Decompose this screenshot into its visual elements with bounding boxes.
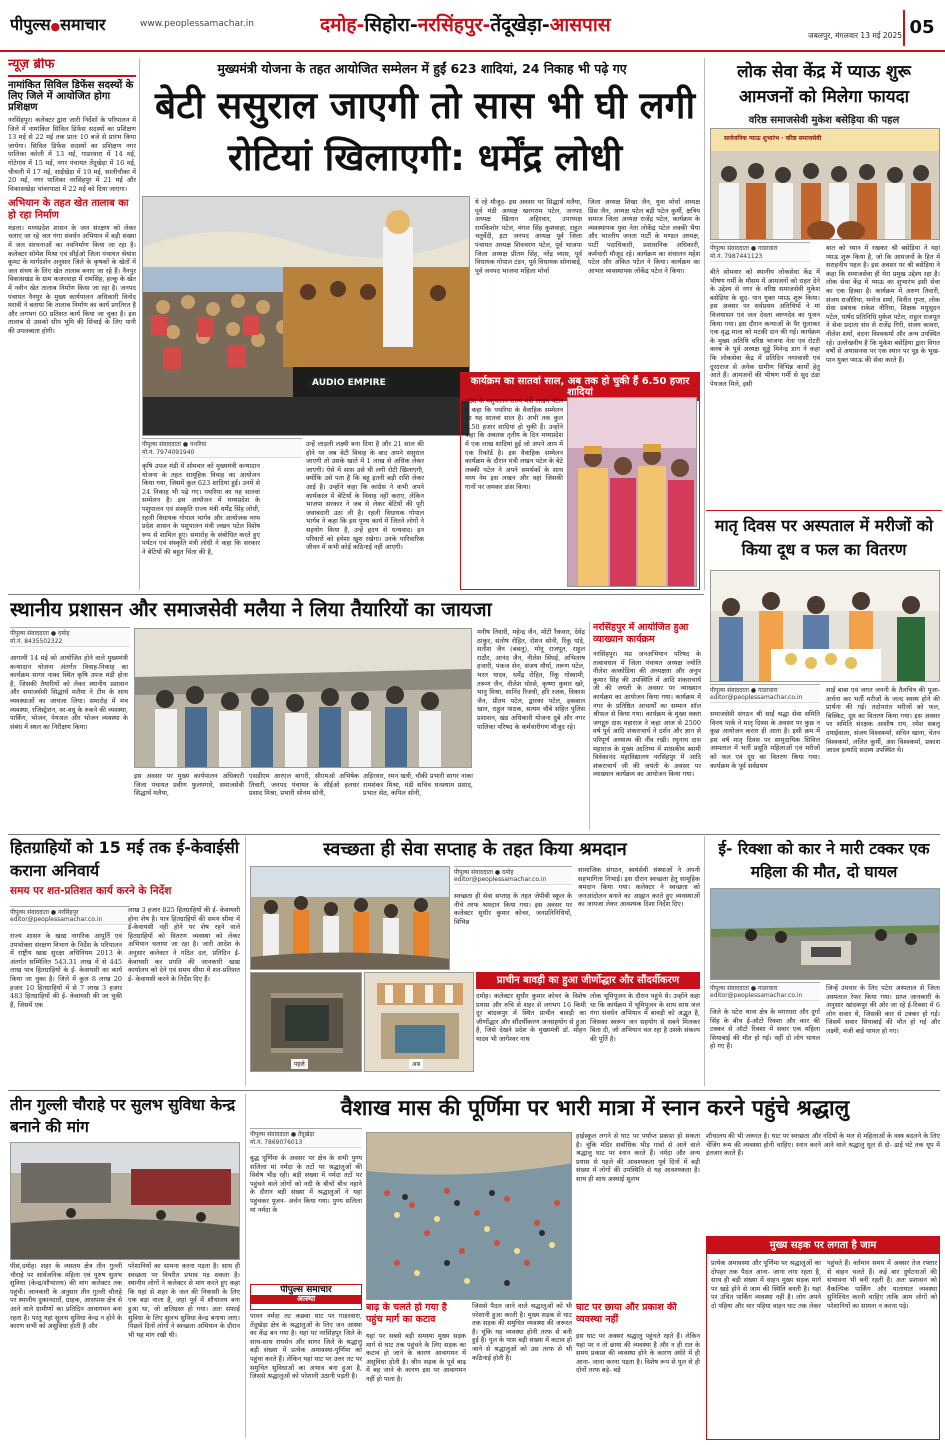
gita-headline: नरसिंहपुर में आयोजित हुआ व्याख्यान कार्यक्रम [593,622,689,645]
bawdi-label-after: अब [409,1059,423,1069]
road-jam-title: मुख्य सड़क पर लगता है जाम [707,1237,939,1254]
pyau-byline-name: पीपुल्स संवाददाता ● गाडरवारा [710,245,778,252]
brief-headline-2: अभियान के तहत खेत तालाब का हो रहा निर्माण [8,198,129,221]
edition-part-5: आसपास [549,14,611,36]
matru-byline-name: पीपुल्स संवाददाता ● गाडरवारा [710,687,778,694]
vaishakh-col4: शौचालय की भी जरूरत है। घाट पर स्वच्छता और नदियों के मल से महिलाओं के वस्त्र बदलने के लिए चेंजिंग रूम की व्यवस्था होनी चाहिए। स्नान करने आने वाले श्रद्धालु धूल से दो- ढाई घंटे तक धूप में इंतजार करते हैं। [706,1132,940,1158]
vaishakh-sec3: इस घाट पर अक्सर श्रद्धालु पहुंचते रहते हैं। लेकिन यहां पर न तो छाया की व्यवस्था है और न ही रात के समय प्रकाश की व्यवस्था होने के कारण अंधेरे में ही आना- जाना करना पड़ता है। विशेष रूप से पुल से ही दोनों तरफ बड़े- बड़े [576,1332,700,1375]
vaishakh-col1: बुद्ध पूर्णिमा के अवसर पर क्षेत्र के सभी पुण्य सलिला मां नर्मदा के तटों पर श्रद्धालुओं की विशेष भीड़ रही। बड़ी संख्या में नर्मदा तटों पर पहुंचने वाले लोगों को नदी के बीचों बीच नहाने के दौरान बड़ी संख्या में श्रद्धालुओं ने यहां पहुंचकर पूजन- अर्चन किया गया। पुण्य सलिला मां नर्मदा के [250,1154,362,1214]
matru-col1: समाजसेवी संगठन श्री साईं श्रद्धा सेवा समिति विनय पार्क ने मातृ दिवस के अवसर पर कुछ न कुछ आयोजन करता ही आता है। इसी क्रम में इस वर्ष मातृ दिवस पर सामुदायिक सिविल अस्पताल में भर्ती प्रसूति महिलाओं एवं मरीजों को फल एवं दूध का वितरण किया गया। कार्यक्रम के पूर्व सर्वप्रथम [710,710,820,770]
accident-col1: जिले के पटेरा थाना क्षेत्र के मगरधरा और दुर्गा सिंह के बीच ई-ऑटो रिक्शा और कार की टक्कर से ऑटो रिक्शा में सवार एक महिला सियाबाई की मौत हो गई। वहीं दो लोग घायल हो गए हैं। [710,1008,820,1051]
accident-email: editor@peoplessamachar.co.in [710,992,803,999]
lead-col3: ये रहे मौजूद- इस अवसर पर सिद्धार्थ मलैया, पूर्व मंडी अध्यक्ष खरगराम पटेल, जनपद अध्यक्ष खिलान अहिरवार, उपाध्यक्ष रामकिशोर पटेल, मंगल सिंह कुशवाहा, राहुल चतुर्वेदी, इटा जनपद अध्यक्ष पूर्व जिला पंचायत अध्यक्ष शिवचरण पटेल, पूर्व भाजपा जिला अध्यक्ष प्रीतम सिंह, नरेंद्र व्यास, पूर्व विधायक गोपाल टंडन, पूर्व विधायक सोनाबाई, पूर्व जनपद भाजपा महिला मोर्चा [475,198,582,275]
bawdi-text-1: दमोह। कलेक्टर सुधीर कुमार कोचर के विशेष प्रयास और रुचि से शहर से लगभग 16 किमी दूर बांदकपुर में स्थित प्राचीन बावड़ी का जीर्णोद्धार और सौंदर्यीकरण जनसहयोग से हुआ है, जिसे देखने प्रदेश के मुख्यमंत्री डॉ. मोहन यादव भी जागेश्वर नाथ [476,992,586,1043]
vaishakh-mobile: मो.नं. 7869076013 [250,1139,303,1146]
hitgrahi-byline-name: पीपुल्स संवाददाता ● नरसिंहपुर [10,909,79,916]
edition-title [320,8,730,42]
road-jam-text-2: पहुंचते हैं। वर्तमान समय में अक्सर तेज रफ्तार से वाहन चलते हैं। कई बार दुर्घटनाओं की संभावना भी बनी रहती है। अतः प्रशासन को वैकल्पिक पार्किंग और यातायात व्यवस्था सुनिश्चित करनी चाहिए ताकि आम लोगों को परेशानियों का सामना न करना पड़े। [827,1259,937,1310]
brief-headline-1: नामांकित सिविल डिफेंस सदस्यों के लिए जिले में आयोजित होगा प्रशिक्षण [8,79,134,113]
bawdi-photo-before [250,972,362,1072]
news-brief [8,58,136,590]
swachh-col2: सामाजिक संगठन, स्वयंसेवी संस्थाओं ने अपनी सहभागिता निभाई। इस दौरान स्वच्छता हेतु सामूहिक श्रमदान किया गया। कलेक्टर ने स्वच्छता को जनआंदोलन बनाने का आह्वान करते हुए व्यवस्थाओं का जायजा लेकर आवश्यक दिशा निर्देश दिए। [578,866,700,909]
swachh-email: editor@peoplessamachar.co.in [454,876,547,883]
local-col3: एसडीएम आरएल बागरी, सीएमओ अभिषेक तिवारी, जनपद पंचायत के सीईओ हलधर प्रसाद मिश्रा, प्रभारी सोनम सोनी, [249,772,359,798]
brand-right: समाचार [60,15,106,34]
lead-col1: कृषि उपज मंडी में सोमवार को मुख्यमंत्री कन्यादान योजना के तहत सामूहिक विवाह का आयोजन किया गया, जिसमें कुल 623 शादियां हुईं। उनमें से 24 निकाह भी पढ़े गए। पथरिया का यह सातवां सम्मेलन है। इस आयोजन में मध्यप्रदेश के पशुपालन एवं संस्कृति राज्य मंत्री धर्मेंद्र सिंह लोधी, रहली विधायक गोपाल भार्गव और आयोजक मध्य प्रदेश शासन के पशुपालन मंत्री लखन पटेल विशेष रूप से शामिल हुए। समारोह के संबोधित करते हुए पर्यटन एवं संस्कृति मंत्री लोधी ने कहा कि सरकार ने बेटियों की बहुत चिंता की है, [142,462,260,556]
masthead [0,0,945,52]
swachh-byline [454,866,572,885]
accident-photo [710,888,940,980]
local-mobile: मो.नं. 8435502322 [10,638,63,645]
page-number: 05 [903,10,939,46]
swachh-col1: स्वच्छता ही सेवा सप्ताह के तहत जेपीबी स्कूल के नीचे तरफ श्रमदान किया गया। इस अवसर पर कलेक्टर सुधीर कुमार कोचर, जनप्रतिनिधियों, विभिन्न [454,892,572,926]
hitgrahi-byline [10,906,130,925]
matru-byline [710,684,820,703]
swachh-byline-name: पीपुल्स संवाददाता ● दमोह [454,869,514,876]
vaishakh-sec1: यहां पर सबसे बड़ी समस्या मुख्य सड़क मार्ग से घाट तक पहुंचने के लिए सड़क का कटाव हो जाने के कारण आवागमन में असुविधा होती है। श्रीप सड़क के पूर्व बाढ़ में बह जाने के कारण इस पर आवागमन नहीं हो पाता है। [366,1332,466,1383]
matru-email: editor@peoplessamachar.co.in [710,694,803,701]
local-byline [10,627,130,647]
matru-photo [710,570,940,682]
swachh-photo [250,866,450,970]
hitgrahi-col1: राज्य शासन के खाद्य नागरिक आपूर्ति एवं उपभोक्ता संरक्षण विभाग के निर्देश के परिपालन में राष्ट्रीय खाद्य सुरक्षा अधिनियम 2013 के अंतर्गत सम्मिलित 543.31 लाख में से 445 लाख पात्र हितग्राहियों के ई- केवायसी का कार्य किया जा चुका है। जिले में कुल 8 लाख 20 हजार 10 हितग्राहियों में से 7 लाख 3 हजार 483 हितग्राहियों की ई- केवायसी की जा चुकी है, जिसमें एक [10,932,122,1009]
pyau-photo [710,128,940,240]
accident-byline-name: पीपुल्स संवाददाता ● गाडरवारा [710,985,778,992]
brief-label: न्यूज़ ब्रीफ [8,58,136,77]
hitgrahi-subhead: समय पर शत-प्रतिशत कार्य करने के निर्देश [10,885,172,897]
edition-part-1: दमोह- [320,14,365,36]
vaishakh-col3: हाईस्कूल लगने से घाट पर पर्याप्त प्रकाश हो सकता है। चूंकि मंदिर सर्वाधिक भीड़ गांवों से आने वाले श्रद्धालु घाट पर स्नान करते हैं। नर्मदा और अन्य प्रयास से पहले की आवश्यकता पूर्व दिनों में बड़ी संख्या में लोगों की उपस्थिति से यह आवश्यकता है। साथ ही साथ अस्थाई सुलभ [576,1132,700,1183]
lead-byline-name: पीपुल्स संवाददाता ● पथरिया [142,441,207,448]
matru-col2: साईं बाबा एवं जगत जननी के तैलचित्र की पूजा-अर्चना कर भर्ती मरीजों के जल्द स्वस्थ होने की प्रार्थना की गई। तदोपरांत मरीजों को फल, बिस्किट, दूध का वितरण किया गया। इस अवसर पर समिति संरक्षक आशीष राय, रमेश सबलू दयाईवाला, संजय विश्वकर्मा, सचिन खाना, चेतन विश्वकर्मा, ललित कुर्मी, अंश विश्वकर्मा, प्रकाश जादव इत्यादि सदस्य उपस्थित थे। [826,686,940,755]
matru-headline: मातृ दिवस पर अस्पताल में मरीजों को किया दूध व फल का वितरण [714,516,934,559]
pyau-mobile: मो.नं. 7987441123 [710,253,763,260]
vaishakh-col2: पावन नर्मदा तट कछवा घाट पर गाडरवारा, तेंदूखेड़ा क्षेत्र के श्रद्धालुओं के लिए जन आस्था का केंद्र बन गया है। यहां पर नरसिंहपुर जिले के साथ-साथ रायसेन और सागर जिले के श्रद्धालु बड़ी संख्या में प्रत्येक अमावस्या-पूर्णिमा को पहुंचा करते हैं। लेकिन यहां घाट पर उत्तर तट पर समुचित सुविधाओं का अभाव बना हुआ है, जिससे श्रद्धालुओं को परेशानी उठानी पड़ती है। [250,1312,362,1381]
pyau-col2: बात को ध्यान में रखकर श्री बसेड़िया ने यहां प्याऊ शुरू किया है, जो कि आमजनों के हित में सराहनीय पहल है। इस अवसर पर श्री बसेड़िया ने कहा कि समाजसेवा ही मेरा प्रमुख उद्देश्य रहा है। लोक सेवा केंद्र में प्याऊ का शुभारंभ इसी सेवा का एक हिस्सा है। कार्यक्रम में अरुण तिवारी, संजय राजौरिया, मनोज शर्मा, विनीत गुप्ता, लोक सेवा प्रबंधक राकेश नौरिया, शिक्षक मधुसूदन पटेल, पार्षद प्रतिनिधि मुकेश पटेल, राहुल राजपूत ने सेवा प्रदाता संघ से राजेंद्र गिरी, संजय कावरा, नीलेश शर्मा, वंदना विश्वकर्मा और अन्य उपस्थित रहे। उल्लेखनीय है कि मुकेश बसेड़िया द्वारा विगत वर्षों से अयासनवा पर एक स्थान पर पूड़ के भूख- पान युक्त प्याऊ की सेवा करते हैं। [826,244,940,364]
edition-part-3: नरसिंहपुर- [417,14,491,36]
lead-sidebox [460,372,700,590]
lead-mobile: मो.नं. 7974091940 [142,449,195,456]
photo-banner-audio: AUDIO EMPIRE [309,377,389,389]
pyau-banner: सार्वजनिक प्याऊ शुभारंभ · वरिष्ठ समाजसेवी [721,133,824,143]
brief-text-2: मंडला। मध्यप्रदेश शासन के जल संरक्षण को लेकर चलाए जा रहे जल गंगा संवर्धन अभियान में बड़ी संख्या में जल संरचनाओं का नवनिर्माण किया जा रहा है। कलेक्टर सोमेश मिश्रा एवं सीईओ जिला पंचायत श्रेयांश कूमट के मार्गदर्शन अनुसार जिले के कृषकों के खेतों में जल संचय के लिए खेत तालाब बनाए जा रहे हैं। नैनपुर विकासखंड के ग्राम कजरवाड़ा में रामसिंह, हल्कू के खेत में नवीन खेत तालाब निर्माण किया जा रहा है। जनपद पंचायत नैनपुर के मुख्य कार्यपालन अधिकारी विनोद मरावी ने बताया कि तालाब निर्माण का कार्य प्रगतिरत है और लगभग 60 प्रतिशत कार्य किया जा चुका है। इस तालाब से उसको सीप भूमि की सिंचाई के लिए पानी की उपलब्धता होगी। [8,223,136,335]
sulabh-photo [10,1142,240,1260]
accident-col2: जिन्हें उपचार के लिए पटेरा अस्पताल से जिला अस्पताल रेफर किया गया। प्राप्त जानकारी के अनुसार खांदकपुर की ओर जा रहे ई-रिक्शा में 6 लोग सवार थे, जिसकी कार से टक्कर हो गई। जिसमें सवार सियाबाई की मौत हो गई और लक्ष्मी, मंजी बाई घायल हो गए। [826,984,940,1035]
sulabh-col1: पीसं,दमोह। शहर के व्यस्तम क्षेत्र तीन गुल्ली चौराहे पर सार्वजनिक महिला एवं पुरुष सुलभ सुविधा (केन्द्र/शौचालय) की मांग कलेक्टर तक पहुंची। जानकारी के अनुसार तीन गुल्ली चौराहे पर स्थानीय दुकानदारों, ग्राहक, आसपास क्षेत्र से आने वाले ग्रामीणों का प्रतिदिन आवागमन बना रहता है। परंतु यहां सुलभ सुविधा केन्द्र न होने के कारण सभी को असुविधा होती है और [10,1262,122,1331]
edition-part-2: सिहोरा- [364,14,418,36]
sulabh-headline: तीन गुल्ली चौराहे पर सुलभ सुविधा केन्द्र बनाने की मांग [10,1096,236,1136]
vaishakh-byline-name: पीपुल्स संवाददाता ● तेंदूखेड़ा [250,1131,315,1138]
edition-part-4: तेंदूखेड़ा- [490,14,550,36]
pyau-subhead: वरिष्ठ समाजसेवी मुकेश बसेड़िया की पहल [748,115,900,126]
gita-text: नरसिंहपुर। मप्र जनअभियान परिषद के तत्वावधान में जिला पंचायत अध्यक्ष ज्योति नीलेश काकोडिया की अध्यक्षता और अनूप कुमार सिंह की उपस्थिति में आदि शंकराचार्य जी की जयंती के अवसर पर व्याख्यान कार्यक्रम का आयोजन किया गया। कार्यक्रम में नगर के प्रतिष्ठित आचार्यों का सम्मान शॉल श्रीफल से किया गया। कार्यक्रम के मुख्य वक्ता जगद्गुरु दास महाराज ने कहा आज से 2500 वर्ष पूर्व आदि शंकराचार्य ने दर्शन और ज्ञान से परिपूर्ण अध्यात्म की नींव रखी। रघुनाथ दास महाराज के मुख्य आतिथ्य में शासकीय स्वामी विवेकानंद महाविद्यालय नरसिंहपुर में आदि शंकराचार्य जी की जयंती के अवसर पर व्याख्यान कार्यक्रम का आयोजन किया गया। [593,650,701,779]
local-col2: इस अवसर पर मुख्य कार्यपालन अधिकारी जिला पंचायत प्रवीण फुलपगारे, समाजसेवी सिद्धार्थ मलैया, [134,772,244,798]
bawdi-photo-after [364,972,474,1072]
lead-col2: उन्हें लाड़ली लक्ष्मी बना दिया है और 21 साल की होने पर जब बेटी विवाह के बाद अपने ससुराल जाएगी तो उसके खाते में 1 लाख से अधिक लेकर जाएगी। ऐसे में सास उसे घी लगी रोटी खिलाएगी, क्योंकि उसे पता है कि बहू इतनी बड़ी राशि लेकर आई है। उन्होंने कहा कि कांग्रेस ने कभी अपने कार्यकाल में बेटियों के विवाह नहीं कराए, लेकिन भाजपा सरकार ने जब से लेकर बेटियों की पूरी जवाबदारी उठा ली है। रहली विधायक गोपाल भार्गव ने कहा कि इस पुण्य कार्य में जितने लोगों ने सहयोग किया है, उन्हें हृदय से धन्यवाद। इन परिवारों को हमेशा खुश रखेगा। उनके पारिवारिक जीवन में कभी कोई कठिनाई नहीं आएगी। [306,440,424,552]
accident-byline [710,982,820,1001]
inset-label: आस्था [251,1295,361,1304]
pyau-col1: बीते सोमवार को स्थानीय लोकसेवा केंद्र में भीषण गर्मी के मौसम में आमजनों को राहत देने के उद्देश्य से नगर के वरिष्ठ समाजसेवी मुकेश बसेड़िया के सुद- पान युक्त प्याऊ शुरू किया। इस अवसर पर सर्वप्रथम अतिथियों ने मां विजयासन एवं जल देवता वरुणदेव का पूजन किया गया। इस दौरान कन्याओं के पैर धुलाकर एक वृद्ध माता को मटकी दान की गई। कार्यक्रम के मुख्य अतिथि वरिष्ठ भाजपा नेता एवं रोटरी क्लब के पूर्व अध्यक्ष सुड्डे मिनेन्द्र डाग ने कहा कि लोकसेवा केंद्र में प्रतिदिन नगरवासी एवं दूरदराज से अनेक ग्रामीण विभिन्न कार्यों हेतु आते हैं। आमजनों की भीषण गर्मी से सुद ठंडा पेयजल मिले, इसी [710,268,820,388]
dateline: जबलपुर, मंगलवार 13 मई 2025 [808,31,902,40]
pyau-byline [710,242,810,262]
lead-col4: जिला अध्यक्ष शिखा जैन, युवा मोर्चा अध्यक्ष प्रिंस जैन, अध्यक्ष पटेल बद्री पटेल कुर्मी, क्षत्रिय समाज जिला अध्यक्ष राजेंद्र पटेल, कार्यक्रम के व्यवस्थापक युवा नेता लोकेंद्र पटेल लक्की भैया और भारतीय जनता पार्टी के मण्डल अध्यक्ष, पार्टी पदाधिकारी, प्रशासनिक अधिकारी, कर्मचारी मौजूद रहे। कार्यक्रम का संचालन महेश पटेल और अंकित पटेल ने किया। कार्यक्रम का आभार व्यवस्थापक लोकेंद्र पटेल ने किया। [588,198,700,275]
sulabh-col2: परेशानियों का सामना करना पड़ता है। साथ ही स्वच्छता पर विपरीत प्रभाव पड़ सकता है। स्थानीय लोगों ने कलेक्टर से मांग करते हुए कहा कि यहां से शहर के जल की निकासी के लिए एक बड़ा नाला है, जहां पूर्व में शौचालय बना हुआ था, जो क्षतिग्रस्त हो गया। अतः सफाई सुविधा के लिए सुलभ सुविधा केन्द्र बनाया जाए। पिछले दिनों लोगों ने स्वच्छता अभियान के दौरान भी यह मांग रखी थी। [128,1262,240,1339]
brand-dot-icon: ● [50,20,61,33]
hitgrahi-email: editor@peoplessamachar.co.in [10,916,103,923]
inset-brand: पीपुल्स समाचार [251,1285,361,1295]
bawdi-text-2: लोक भूमिपूजन के दौरान पहुंचे थे। उन्होंने कहा था कि कार्यक्रम में भूमिपूजन के साथ साथ जल गंगा संवर्धन अभियान में बावड़ी को अद्भुत है, जिसका स्वरूप जन सहयोग से सबने मिलकर बिता दी, जो अभियान चल रहा है उसके संकल्प की पूर्ति है। [590,992,700,1043]
local-photo [134,628,472,768]
pull-quote-2: घाट पर छाया और प्रकाश की व्यवस्था नहीं [576,1302,677,1325]
hitgrahi-headline: हितग्राहियों को 15 मई तक ई-केवाईसी कराना अनिवार्य [10,838,240,880]
vaishakh-sec2: जिससे पैदल जाने वाले श्रद्धालुओं को भी परेशानी हुआ करती है। मुख्य सड़क से घाट तक सड़क की समुचित व्यवस्था की जरूरत है। चूंकि यह व्यवस्था होनी तरफ से बनी हुई है। पुल के पास बड़ी संख्या में कटाव हो जाने से श्रद्धालुओं को उस तरफ से भी कठिनाई होती है। [472,1302,572,1362]
local-col5: मनीष तिवारी, महेन्द्र जैन, मोंटी रैकवार, देवेंद्र ठाकुर, संतोष रोहित, रोशन सोनी, रिंकू पांडे, सतीश जैन (बबलू), मोनू राजपूत, राहुल राठौर, आनंद जैन, नीलेश सिंघई, अभिलाष हजारी, पंकज सेन, संजय मौर्या, तरूण पटेल, भरत यादव, धर्मेंद्र रोहित, रिंकू गोस्वामी, तरूण जैन, नीलेश घोरसे, कृष्णा कुमार खरे, भानु मिश्रा, सानिंद रिजवी, हरि रजक, विकास जैन, प्रीतम पटेल, द्वारका पटेल, इकबाल खान, राहुल पाठक, सत्यम चौबे सहित पुलिस प्रशासन, खंड अधिकारी योजना दुबे और नगर पालिका परिषद के कर्मचारीगण मौजूद रहे। [477,628,585,731]
brand-left: पीपुल्स [10,15,51,34]
local-byline-name: पीपुल्स संवाददाता ● दमोह [10,630,70,637]
vaishakh-headline: वैशाख मास की पूर्णिमा पर भारी मात्रा में स्नान करने पहुंचे श्रद्धालु [340,1096,850,1121]
swachh-headline: स्वच्छता ही सेवा सप्ताह के तहत किया श्रमदान [323,839,627,860]
pull-quote-1: बाढ़ के चलते हो गया है पहुंच मार्ग का कटाव [366,1302,447,1325]
local-headline: स्थानीय प्रशासन और समाजसेवी मलैया ने लिया तैयारियों का जायजा [10,598,492,621]
vaishakh-byline [250,1128,362,1148]
vaishakh-photo [366,1132,572,1300]
lead-photo [142,196,470,436]
lead-kicker: मुख्यमंत्री योजना के तहत आयोजित सम्मेलन में हुईं 623 शादियां, 24 निकाह भी पढ़े गए [217,61,627,76]
local-col1: आगामी 14 मई को आयोजित होने वाले मुख्यमंत्री कन्यादान योजना अंतर्गत विवाह-निकाह का कार्यक्रम सागर नाका स्थित कृषि उपज मंडी होना है, जिसकी तैयारियों को लेकर स्थानीय प्रशासन और समाजसेवी सिद्धार्थ मलैया ने टीम के साथ व्यवस्थाओं का जायजा लिया। समारोह में मंच व्यवस्था, रजिस्ट्रेशन, वर-वधू के रुकने की व्यवस्था, पार्किंग, भोजन, पेयजल और भोजन व्यवस्था के संबंध में स्थल का निरीक्षण किया। [10,654,128,731]
wedding-photo [567,397,697,587]
sidebox-text: प्रदेश के पशुपालन राज्य मंत्री लखन पटेल ने कहा कि पथरिया के वैवाहिक सम्मेलन का यह सातवां साल है। अभी तक कुल 6.50 हजार शादियां हो चुकी हैं। उन्होंने कहा कि अबतक तृतीय के दिन मध्यप्रदेश में एक लाख शादियां हुई जो अपने आप में एक रिकॉर्ड है। इस वैवाहिक सम्मेलन कार्यक्रम के दौरान मंत्री लखन पटेल के बेटे लक्की पटेल ने अपने समर्थकों के साथ मध्य नेम इस लखन और वहां जिसकी गानों पर जमकर डांस किया। [465,397,563,491]
sidebox-title: कार्यक्रम का सातवां साल, अब तक हो चुकी हैं 6.50 हजार शादियां [461,373,699,401]
bawdi-title: प्राचीन बावड़ी का हुआ जीर्णोद्धार और सौंदर्यीकरण [476,972,700,989]
brief-text-1: नरसिंहपुर। कलेक्टर द्वारा जारी निर्देशों के परिपालन में जिले में नामांकित सिविल डिफेंस सदस्यों का प्रशिक्षण 13 मई से 22 मई तक प्रातः 10 बजे से प्रारंभ किया जायेगा। सिविल डिफेंस सदस्यों का प्रशिक्षण नगर पालिका करेली में 13 मई, गाडरवारा में 14 मई, गोटेगांव में 15 मई, नगर पंचायत तेंदूखेड़ा में 16 मई, चीचली में 17 मई, साईंखेड़ा में 19 मई, सालीचौका में 20 मई, नगर पालिका नरसिंहपुर में 21 मई और चिकासखेड़ा चांवरपाठा में 22 मई को दिया जाएगा। [8,116,136,193]
local-col4: अहिरवार, रमन खत्री, चौकी प्रभारी सागर नाका रामशंकर मिश्रा, मंडी सचिव घनश्याम प्रसाद, प्रभात सेठ, कपिल सोनी, [363,772,473,798]
site-url: www.peoplessamachar.in [140,19,254,29]
road-jam-box [706,1236,940,1440]
bawdi-label-before: पहले [291,1059,308,1069]
brand-logo [10,12,140,38]
lead-byline [142,438,302,458]
lead-headline: बेटी ससुराल जाएगी तो सास भी घी लगी रोटियां खिलाएगी: धर्मेंद्र लोधी [154,84,696,179]
vaishakh-inset [250,1284,362,1310]
hitgrahi-col2: लाख 3 हजार 825 हितग्राहियों की ई- केवायसी होना शेष है। पात्र हितग्राहियों की समय सीमा में ई-केवायसी नहीं होने पर शेष रहने वाले हितग्राहियों को वितरण व्यवस्था को लेकर अभियान चलाया जा रहा है। जारी आदेश के अनुसार कलेक्टर ने गठित दल, प्रतिदिन ई-केवायसी कर प्रगति की जानकारी खाद्य कार्यालय को देने एवं समय सीमा में शत-प्रतिशत ई- केवायसी करने के निर्देश दिए हैं। [128,906,240,983]
pyau-headline: लोक सेवा केंद्र में प्याऊ शुरू आमजनों को मिलेगा फायदा [737,62,911,107]
road-jam-text-1: प्रत्येक अमावस्या और पूर्णिमा पर श्रद्धालुओं का दोपहर तक पैदल आना- जाना लगा रहता है, साथ ही बड़ी संख्या में वाहन मुख्य सड़क मार्ग पर खड़े होने से जाम की स्थिति बनती है। यहां पर उचित पार्किंग व्यवस्था नहीं है। लोग अपने दो पहिया और चार पहिया वाहन घाट तक लेकर [711,1259,821,1310]
accident-headline: ई- रिक्शा को कार ने मारी टक्कर एक महिला की मौत, दो घायल [718,840,930,881]
